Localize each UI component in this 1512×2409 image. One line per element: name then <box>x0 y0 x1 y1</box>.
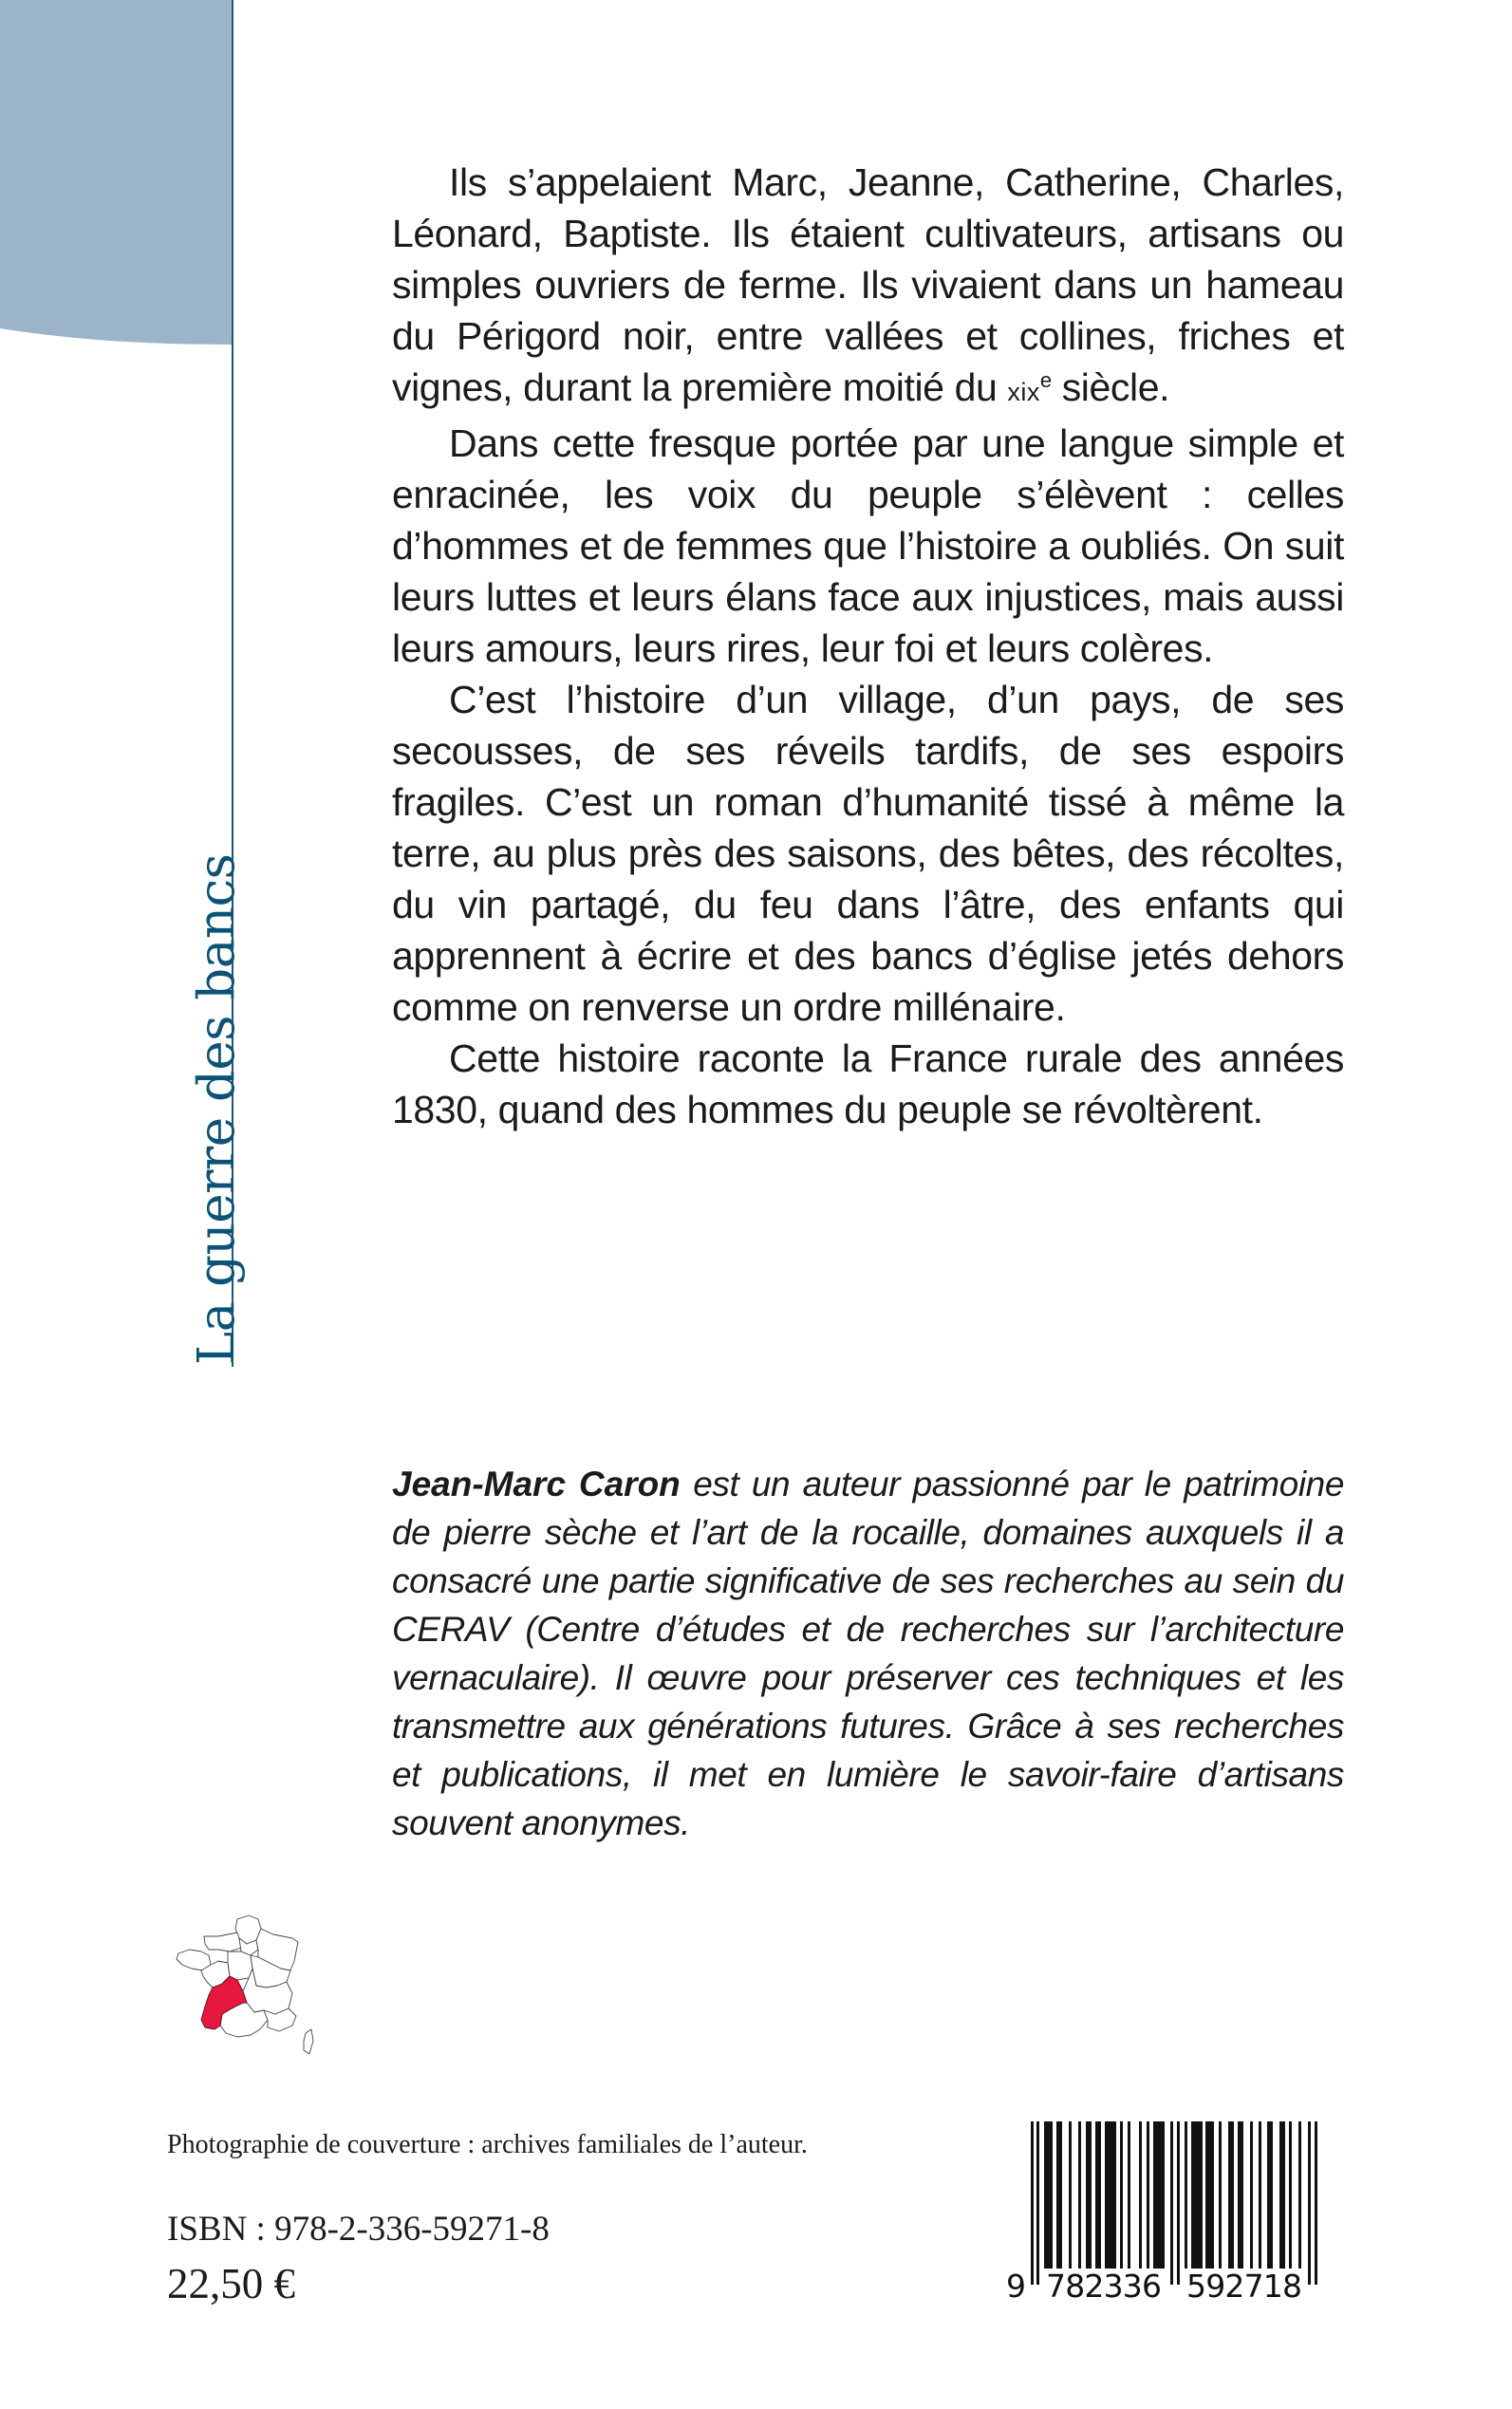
blurb-paragraph-1 <box>392 157 1344 418</box>
blurb-text: Ils s’appelaient Marc, Jeanne, Catherine, Charles, Léonard, Baptiste. Ils étaient cultivateurs, artisans ou simples ouvriers de ferme. Ils vivaient dans un hameau du Périgord noir, entre vallées et collines, friches et vignes, durant la première moitié du <box>392 160 1344 409</box>
blurb-paragraph-2: Dans cette fresque portée par une langue simple et enracinée, les voix du peuple s’élèvent : celles d’hommes et de femmes que l’histoire a oubliés. On suit leurs luttes et leurs élans face aux injustices, mais aussi leurs amours, leurs rires, leur foi et leurs colères. <box>392 421 1344 670</box>
book-title-text: La guerre des bancs <box>188 853 246 1365</box>
author-name: Jean-Marc Caron <box>392 1465 681 1503</box>
author-bio <box>392 1460 1344 1847</box>
barcode-bars <box>1031 2121 1317 2285</box>
barcode-digits <box>1006 2268 1302 2305</box>
blurb-paragraph-4: Cette histoire raconte la France rurale des années 1830, quand des hommes du peuple se révoltèrent. <box>392 1036 1344 1131</box>
blurb-paragraph-3: C’est l’histoire d’un village, d’un pays, de ses secousses, de ses réveils tardifs, de ses espoirs fragiles. C’est un roman d’humanité tissé à même la terre, au plus près des saisons, des bêtes, des récoltes, du vin partagé, du feu dans l’âtre, des enfants qui apprennent à écrire et des bancs d’église jetés dehors comme on renverse un ordre millénaire. <box>392 678 1344 1029</box>
france-regions-map-icon <box>171 1908 323 2064</box>
isbn-label: ISBN : 978-2-336-59271-8 <box>167 2210 550 2249</box>
price-label: 22,50 € <box>167 2260 295 2307</box>
photo-credit: Photographie de couverture : archives familiales de l’auteur. <box>167 2130 808 2159</box>
spine-color-band <box>0 0 233 346</box>
author-bio-text: est un auteur passionné par le patrimoine de pierre sèche et l’art de la rocaille, domaines auxquels il a consacré une partie significative de ses recherches au sein du CERAV (Centre d’études et de recherches sur l’architecture vernaculaire). Il œuvre pour préserver ces techniques et les transmettre aux générations futures. Grâce à ses recherches et publications, il met en lumière le savoir-faire d’artisans souvent anonymes. <box>392 1465 1344 1842</box>
barcode-right-digits: 592718 <box>1186 2268 1302 2305</box>
century-numeral: xix <box>1007 378 1040 406</box>
vertical-book-title <box>188 853 283 1365</box>
back-cover-blurb <box>392 157 1344 1135</box>
ean13-barcode <box>1004 2117 1351 2306</box>
barcode-left-digits: 782336 <box>1046 2268 1162 2305</box>
blurb-text: siècle. <box>1051 365 1170 409</box>
century-superscript: e <box>1039 368 1052 392</box>
barcode-lead-digit: 9 <box>1006 2268 1026 2305</box>
